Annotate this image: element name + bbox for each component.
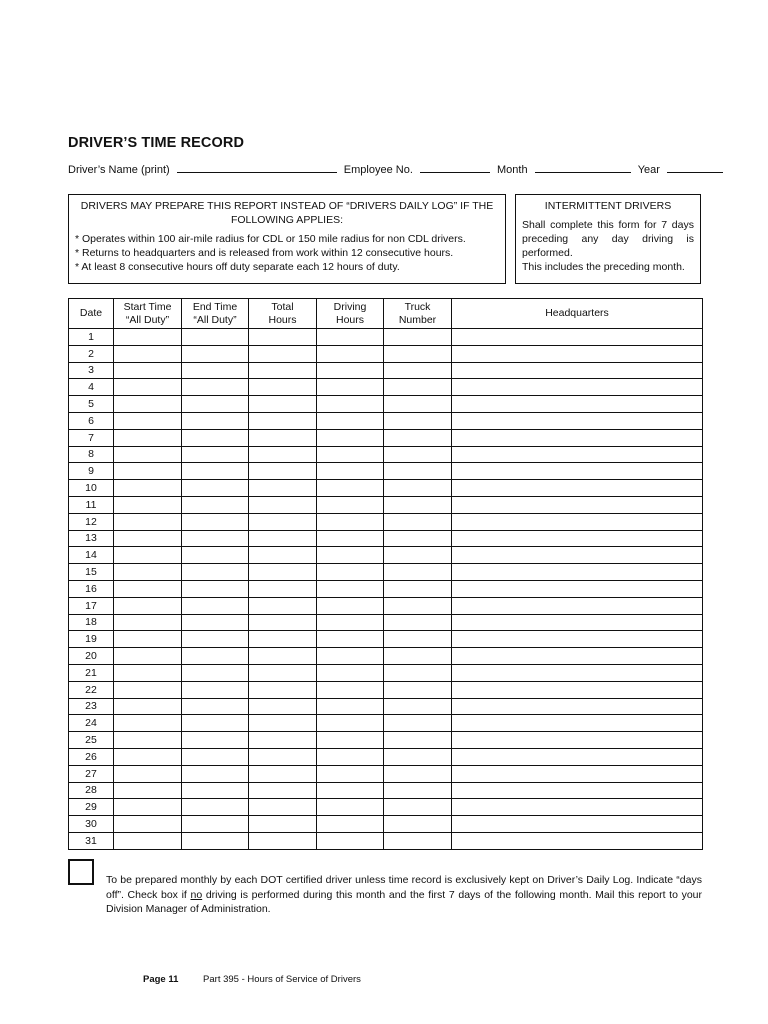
truck-number-cell[interactable]	[384, 614, 452, 631]
start-time-cell[interactable]	[114, 664, 182, 681]
date-cell: 24	[69, 715, 114, 732]
truck-number-cell[interactable]	[384, 412, 452, 429]
headquarters-cell[interactable]	[452, 614, 703, 631]
driving-hours-cell[interactable]	[317, 463, 384, 480]
end-time-cell[interactable]	[182, 463, 249, 480]
driving-hours-cell[interactable]	[317, 664, 384, 681]
date-cell: 7	[69, 429, 114, 446]
end-time-cell[interactable]	[182, 832, 249, 849]
instruction-item: * Operates within 100 air-mile radius for CDL or 150 mile radius for non CDL drivers.	[75, 233, 466, 245]
table-row	[69, 530, 703, 547]
col-headquarters	[452, 299, 703, 329]
end-time-cell[interactable]	[182, 648, 249, 665]
date-cell: 26	[69, 748, 114, 765]
date-cell: 5	[69, 396, 114, 413]
truck-number-cell[interactable]	[384, 345, 452, 362]
col-start-time	[114, 299, 182, 329]
total-hours-cell[interactable]	[249, 564, 317, 581]
year-label: Year	[637, 164, 660, 176]
header-fields	[68, 163, 723, 176]
table-row	[69, 396, 703, 413]
table-row	[69, 513, 703, 530]
start-time-cell[interactable]	[114, 799, 182, 816]
end-time-cell[interactable]	[182, 732, 249, 749]
table-row	[69, 547, 703, 564]
headquarters-cell[interactable]	[452, 732, 703, 749]
total-hours-cell[interactable]	[249, 799, 317, 816]
date-cell: 16	[69, 580, 114, 597]
end-time-cell[interactable]	[182, 816, 249, 833]
total-hours-cell[interactable]	[249, 513, 317, 530]
footer-note-underlined: no	[190, 888, 203, 901]
table-row	[69, 480, 703, 497]
total-hours-cell[interactable]	[249, 329, 317, 346]
truck-number-cell[interactable]	[384, 597, 452, 614]
time-record-table	[68, 298, 703, 850]
truck-number-cell[interactable]	[384, 547, 452, 564]
end-time-cell[interactable]	[182, 715, 249, 732]
truck-number-cell[interactable]	[384, 799, 452, 816]
total-hours-cell[interactable]	[249, 345, 317, 362]
col-start-label: Start Time	[123, 300, 172, 313]
end-time-cell[interactable]	[182, 765, 249, 782]
date-cell: 10	[69, 480, 114, 497]
col-end-label: End Time	[192, 300, 238, 313]
total-hours-cell[interactable]	[249, 782, 317, 799]
table-row	[69, 832, 703, 849]
total-hours-cell[interactable]	[249, 379, 317, 396]
driving-hours-cell[interactable]	[317, 530, 384, 547]
truck-number-cell[interactable]	[384, 446, 452, 463]
total-hours-cell[interactable]	[249, 547, 317, 564]
headquarters-cell[interactable]	[452, 396, 703, 413]
total-hours-cell[interactable]	[249, 732, 317, 749]
driving-hours-cell[interactable]	[317, 614, 384, 631]
date-cell: 9	[69, 463, 114, 480]
driving-hours-cell[interactable]	[317, 379, 384, 396]
truck-number-cell[interactable]	[384, 564, 452, 581]
table-row	[69, 362, 703, 379]
headquarters-cell[interactable]	[452, 664, 703, 681]
headquarters-cell[interactable]	[452, 580, 703, 597]
date-cell: 12	[69, 513, 114, 530]
headquarters-cell[interactable]	[452, 412, 703, 429]
table-row	[69, 698, 703, 715]
end-time-cell[interactable]	[182, 664, 249, 681]
footer-note	[106, 873, 702, 917]
driving-hours-cell[interactable]	[317, 799, 384, 816]
date-cell: 22	[69, 681, 114, 698]
headquarters-cell[interactable]	[452, 530, 703, 547]
total-hours-cell[interactable]	[249, 765, 317, 782]
truck-number-cell[interactable]	[384, 530, 452, 547]
truck-number-cell[interactable]	[384, 816, 452, 833]
headquarters-cell[interactable]	[452, 463, 703, 480]
driving-hours-cell[interactable]	[317, 832, 384, 849]
headquarters-cell[interactable]	[452, 748, 703, 765]
start-time-cell[interactable]	[114, 396, 182, 413]
headquarters-cell[interactable]	[452, 547, 703, 564]
instruction-item: * At least 8 consecutive hours off duty separate each 12 hours of duty.	[75, 261, 400, 273]
date-cell: 3	[69, 362, 114, 379]
table-row	[69, 765, 703, 782]
start-time-cell[interactable]	[114, 547, 182, 564]
headquarters-cell[interactable]	[452, 832, 703, 849]
total-hours-cell[interactable]	[249, 664, 317, 681]
driving-hours-cell[interactable]	[317, 513, 384, 530]
truck-number-cell[interactable]	[384, 765, 452, 782]
start-time-cell[interactable]	[114, 631, 182, 648]
start-time-cell[interactable]	[114, 715, 182, 732]
start-time-cell[interactable]	[114, 748, 182, 765]
driving-hours-cell[interactable]	[317, 496, 384, 513]
date-cell: 11	[69, 496, 114, 513]
table-body	[69, 329, 703, 850]
page-number: Page 11	[143, 974, 179, 985]
start-time-cell[interactable]	[114, 782, 182, 799]
date-cell: 19	[69, 631, 114, 648]
start-time-cell[interactable]	[114, 496, 182, 513]
start-time-cell[interactable]	[114, 614, 182, 631]
date-cell: 6	[69, 412, 114, 429]
total-hours-cell[interactable]	[249, 614, 317, 631]
truck-number-cell[interactable]	[384, 648, 452, 665]
total-hours-cell[interactable]	[249, 816, 317, 833]
date-cell: 21	[69, 664, 114, 681]
year-field[interactable]	[667, 163, 723, 173]
instructions-list	[69, 227, 505, 274]
employee-no-field[interactable]	[420, 163, 490, 173]
end-time-cell[interactable]	[182, 379, 249, 396]
headquarters-cell[interactable]	[452, 329, 703, 346]
driving-hours-cell[interactable]	[317, 816, 384, 833]
total-hours-cell[interactable]	[249, 698, 317, 715]
driving-hours-cell[interactable]	[317, 564, 384, 581]
end-time-cell[interactable]	[182, 345, 249, 362]
table-row	[69, 379, 703, 396]
col-date	[69, 299, 114, 329]
instructions-heading: DRIVERS MAY PREPARE THIS REPORT INSTEAD OF “DRIVERS DAILY LOG” IF THE FOLLOWING APPLIES:	[80, 200, 494, 226]
driving-hours-cell[interactable]	[317, 429, 384, 446]
footer-note-text-2: driving is performed during this month and the first 7 days of the following month. Mail this report to your Division Manager of Administration.	[106, 888, 702, 915]
table-header-row	[69, 299, 703, 329]
headquarters-cell[interactable]	[452, 496, 703, 513]
driving-hours-cell[interactable]	[317, 782, 384, 799]
start-time-cell[interactable]	[114, 816, 182, 833]
total-hours-cell[interactable]	[249, 480, 317, 497]
driving-hours-cell[interactable]	[317, 631, 384, 648]
end-time-cell[interactable]	[182, 698, 249, 715]
drivers-name-field[interactable]	[177, 163, 337, 173]
end-time-cell[interactable]	[182, 480, 249, 497]
table-row	[69, 463, 703, 480]
date-cell: 20	[69, 648, 114, 665]
start-time-cell[interactable]	[114, 446, 182, 463]
table-row	[69, 345, 703, 362]
truck-number-cell[interactable]	[384, 664, 452, 681]
total-hours-cell[interactable]	[249, 412, 317, 429]
intermittent-body	[516, 213, 700, 274]
headquarters-cell[interactable]	[452, 564, 703, 581]
date-cell: 27	[69, 765, 114, 782]
end-time-cell[interactable]	[182, 547, 249, 564]
col-date-label: Date	[79, 307, 103, 319]
table-row	[69, 816, 703, 833]
date-cell: 23	[69, 698, 114, 715]
truck-number-cell[interactable]	[384, 732, 452, 749]
date-cell: 4	[69, 379, 114, 396]
truck-number-cell[interactable]	[384, 329, 452, 346]
total-hours-cell[interactable]	[249, 648, 317, 665]
total-hours-cell[interactable]	[249, 429, 317, 446]
page-title: DRIVER’S TIME RECORD	[68, 135, 245, 151]
month-field[interactable]	[535, 163, 631, 173]
end-time-cell[interactable]	[182, 631, 249, 648]
intermittent-heading: INTERMITTENT DRIVERS	[544, 200, 672, 212]
instructions-box	[68, 194, 506, 284]
date-cell: 1	[69, 329, 114, 346]
start-time-cell[interactable]	[114, 329, 182, 346]
table-row	[69, 715, 703, 732]
total-hours-cell[interactable]	[249, 681, 317, 698]
truck-number-cell[interactable]	[384, 681, 452, 698]
headquarters-cell[interactable]	[452, 480, 703, 497]
col-hq-label: Headquarters	[545, 307, 609, 319]
headquarters-cell[interactable]	[452, 698, 703, 715]
table-row	[69, 648, 703, 665]
headquarters-cell[interactable]	[452, 379, 703, 396]
end-time-cell[interactable]	[182, 329, 249, 346]
start-time-cell[interactable]	[114, 765, 182, 782]
driving-hours-cell[interactable]	[317, 329, 384, 346]
end-time-cell[interactable]	[182, 396, 249, 413]
truck-number-cell[interactable]	[384, 396, 452, 413]
col-driving-label: Driving	[333, 300, 367, 313]
page-footer	[143, 974, 361, 985]
total-hours-cell[interactable]	[249, 715, 317, 732]
driving-hours-cell[interactable]	[317, 480, 384, 497]
no-driving-checkbox[interactable]	[68, 859, 94, 885]
driving-hours-cell[interactable]	[317, 547, 384, 564]
table-row	[69, 799, 703, 816]
driving-hours-cell[interactable]	[317, 412, 384, 429]
headquarters-cell[interactable]	[452, 446, 703, 463]
start-time-cell[interactable]	[114, 732, 182, 749]
truck-number-cell[interactable]	[384, 832, 452, 849]
footer-note-text-1: To be prepared monthly by each DOT certified driver unless time record is exclusively kept on Driver’s Daily Log. Indicate “days off”. Check box if	[106, 874, 702, 901]
table-row	[69, 412, 703, 429]
total-hours-cell[interactable]	[249, 446, 317, 463]
start-time-cell[interactable]	[114, 648, 182, 665]
start-time-cell[interactable]	[114, 580, 182, 597]
end-time-cell[interactable]	[182, 429, 249, 446]
truck-number-cell[interactable]	[384, 698, 452, 715]
start-time-cell[interactable]	[114, 480, 182, 497]
headquarters-cell[interactable]	[452, 362, 703, 379]
end-time-cell[interactable]	[182, 362, 249, 379]
col-truck-label: Truck	[404, 300, 431, 313]
table-row	[69, 631, 703, 648]
table-row	[69, 732, 703, 749]
start-time-cell[interactable]	[114, 698, 182, 715]
start-time-cell[interactable]	[114, 513, 182, 530]
total-hours-cell[interactable]	[249, 463, 317, 480]
driving-hours-cell[interactable]	[317, 580, 384, 597]
truck-number-cell[interactable]	[384, 480, 452, 497]
truck-number-cell[interactable]	[384, 748, 452, 765]
table-row	[69, 748, 703, 765]
total-hours-cell[interactable]	[249, 748, 317, 765]
intermittent-note: This includes the preceding month.	[522, 261, 685, 273]
truck-number-cell[interactable]	[384, 580, 452, 597]
total-hours-cell[interactable]	[249, 496, 317, 513]
headquarters-cell[interactable]	[452, 765, 703, 782]
table-row	[69, 496, 703, 513]
date-cell: 13	[69, 530, 114, 547]
truck-number-cell[interactable]	[384, 362, 452, 379]
headquarters-cell[interactable]	[452, 631, 703, 648]
col-driving-sublabel: Hours	[335, 313, 364, 326]
truck-number-cell[interactable]	[384, 631, 452, 648]
table-row	[69, 681, 703, 698]
end-time-cell[interactable]	[182, 782, 249, 799]
headquarters-cell[interactable]	[452, 816, 703, 833]
headquarters-cell[interactable]	[452, 597, 703, 614]
headquarters-cell[interactable]	[452, 513, 703, 530]
start-time-cell[interactable]	[114, 564, 182, 581]
month-label: Month	[497, 164, 528, 176]
headquarters-cell[interactable]	[452, 799, 703, 816]
total-hours-cell[interactable]	[249, 832, 317, 849]
start-time-cell[interactable]	[114, 463, 182, 480]
date-cell: 25	[69, 732, 114, 749]
start-time-cell[interactable]	[114, 832, 182, 849]
headquarters-cell[interactable]	[452, 345, 703, 362]
end-time-cell[interactable]	[182, 513, 249, 530]
drivers-name-label: Driver’s Name (print)	[68, 164, 170, 176]
date-cell: 29	[69, 799, 114, 816]
instruction-item: * Returns to headquarters and is released from work within 12 consecutive hours.	[75, 247, 454, 259]
total-hours-cell[interactable]	[249, 530, 317, 547]
date-cell: 30	[69, 816, 114, 833]
col-total-hours	[249, 299, 317, 329]
date-cell: 31	[69, 832, 114, 849]
table-row	[69, 564, 703, 581]
employee-no-label: Employee No.	[343, 164, 413, 176]
end-time-cell[interactable]	[182, 446, 249, 463]
intermittent-text: Shall complete this form for 7 days preceding any day driving is performed.	[522, 219, 694, 259]
date-cell: 14	[69, 547, 114, 564]
table-row	[69, 597, 703, 614]
col-total-sublabel: Hours	[268, 313, 297, 326]
intermittent-drivers-box	[515, 194, 701, 284]
headquarters-cell[interactable]	[452, 681, 703, 698]
end-time-cell[interactable]	[182, 748, 249, 765]
date-cell: 2	[69, 345, 114, 362]
start-time-cell[interactable]	[114, 345, 182, 362]
date-cell: 8	[69, 446, 114, 463]
table-row	[69, 329, 703, 346]
headquarters-cell[interactable]	[452, 782, 703, 799]
driving-hours-cell[interactable]	[317, 362, 384, 379]
start-time-cell[interactable]	[114, 681, 182, 698]
driving-hours-cell[interactable]	[317, 765, 384, 782]
footer-part-label: Part 395 - Hours of Service of Drivers	[203, 974, 361, 985]
date-cell: 15	[69, 564, 114, 581]
truck-number-cell[interactable]	[384, 496, 452, 513]
end-time-cell[interactable]	[182, 412, 249, 429]
end-time-cell[interactable]	[182, 614, 249, 631]
col-start-sublabel: “All Duty”	[125, 313, 170, 326]
truck-number-cell[interactable]	[384, 379, 452, 396]
end-time-cell[interactable]	[182, 564, 249, 581]
truck-number-cell[interactable]	[384, 463, 452, 480]
driving-hours-cell[interactable]	[317, 715, 384, 732]
end-time-cell[interactable]	[182, 496, 249, 513]
col-end-sublabel: “All Duty”	[193, 313, 237, 326]
start-time-cell[interactable]	[114, 597, 182, 614]
end-time-cell[interactable]	[182, 799, 249, 816]
truck-number-cell[interactable]	[384, 715, 452, 732]
driving-hours-cell[interactable]	[317, 345, 384, 362]
table-row	[69, 614, 703, 631]
end-time-cell[interactable]	[182, 597, 249, 614]
table-row	[69, 664, 703, 681]
col-end-time	[182, 299, 249, 329]
col-driving-hours	[317, 299, 384, 329]
start-time-cell[interactable]	[114, 429, 182, 446]
start-time-cell[interactable]	[114, 530, 182, 547]
driving-hours-cell[interactable]	[317, 732, 384, 749]
headquarters-cell[interactable]	[452, 715, 703, 732]
col-truck-sublabel: Number	[398, 313, 437, 326]
driving-hours-cell[interactable]	[317, 681, 384, 698]
end-time-cell[interactable]	[182, 580, 249, 597]
start-time-cell[interactable]	[114, 362, 182, 379]
total-hours-cell[interactable]	[249, 396, 317, 413]
col-total-label: Total	[271, 300, 294, 313]
total-hours-cell[interactable]	[249, 631, 317, 648]
truck-number-cell[interactable]	[384, 429, 452, 446]
date-cell: 17	[69, 597, 114, 614]
date-cell: 28	[69, 782, 114, 799]
total-hours-cell[interactable]	[249, 362, 317, 379]
date-cell: 18	[69, 614, 114, 631]
driving-hours-cell[interactable]	[317, 648, 384, 665]
table-row	[69, 446, 703, 463]
driving-hours-cell[interactable]	[317, 748, 384, 765]
headquarters-cell[interactable]	[452, 648, 703, 665]
start-time-cell[interactable]	[114, 412, 182, 429]
col-truck-number	[384, 299, 452, 329]
driving-hours-cell[interactable]	[317, 698, 384, 715]
end-time-cell[interactable]	[182, 681, 249, 698]
total-hours-cell[interactable]	[249, 597, 317, 614]
driving-hours-cell[interactable]	[317, 597, 384, 614]
start-time-cell[interactable]	[114, 379, 182, 396]
truck-number-cell[interactable]	[384, 513, 452, 530]
driving-hours-cell[interactable]	[317, 446, 384, 463]
table-row	[69, 580, 703, 597]
table-row	[69, 782, 703, 799]
headquarters-cell[interactable]	[452, 429, 703, 446]
end-time-cell[interactable]	[182, 530, 249, 547]
table-row	[69, 429, 703, 446]
truck-number-cell[interactable]	[384, 782, 452, 799]
total-hours-cell[interactable]	[249, 580, 317, 597]
driving-hours-cell[interactable]	[317, 396, 384, 413]
